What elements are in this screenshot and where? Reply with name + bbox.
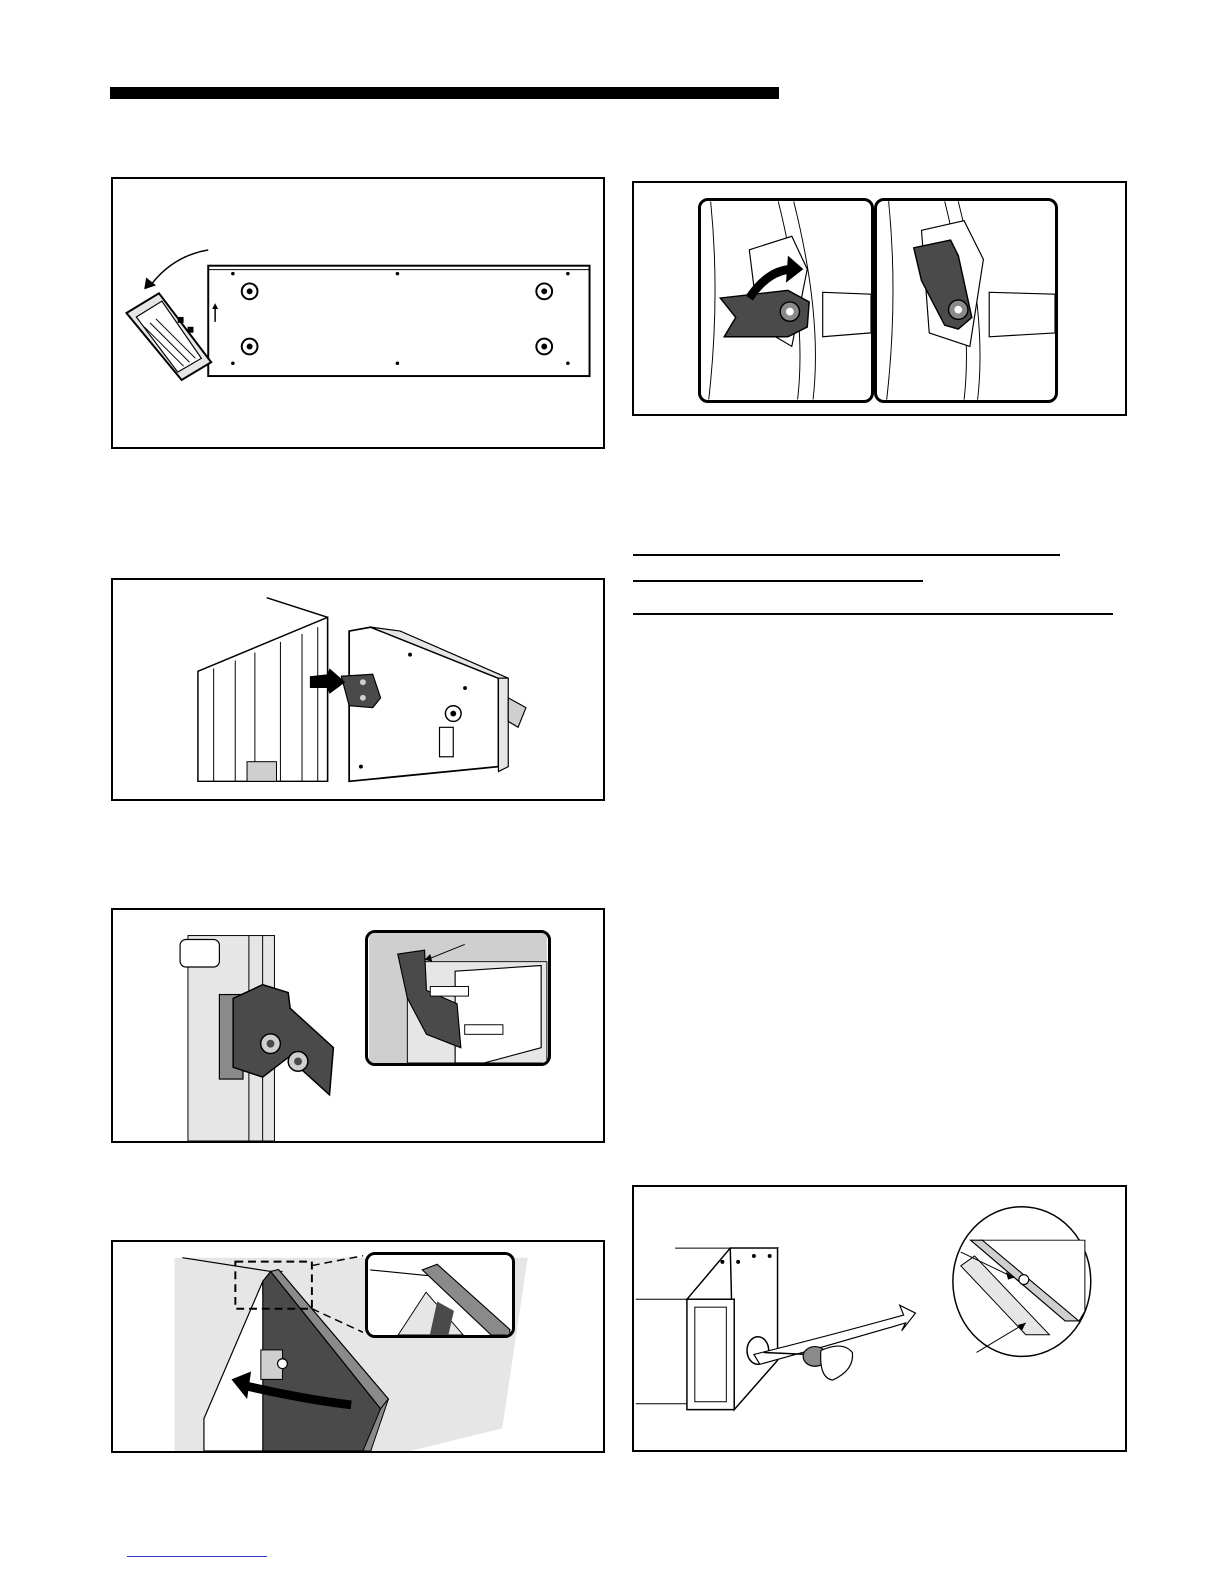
latch-before-inset	[698, 198, 874, 403]
rotate-panel-illustration	[113, 179, 603, 447]
footer-link-underline[interactable]	[127, 1556, 267, 1557]
latch-after-inset	[874, 198, 1058, 403]
drill-hole-illustration	[634, 1187, 1125, 1450]
door-corner-inset-icon	[368, 1255, 512, 1335]
rule-line-1	[633, 554, 1060, 556]
figure-drill-hole	[632, 1185, 1127, 1452]
figure-bracket-insert	[111, 578, 605, 801]
figure-rotate-panel	[111, 177, 605, 449]
door-swing-illustration	[113, 1242, 603, 1451]
rule-line-2	[633, 580, 923, 582]
latch-before-icon	[701, 201, 871, 400]
figure-bracket-detail	[111, 908, 605, 1143]
figure-latch-rotate	[632, 181, 1127, 416]
latch-after-icon	[877, 201, 1055, 400]
figure-door-swing	[111, 1240, 605, 1453]
rule-line-3	[633, 613, 1113, 615]
door-swing-inset	[365, 1252, 515, 1338]
bracket-inset-icon	[368, 933, 548, 1063]
section-header-bar	[110, 87, 779, 99]
bracket-insert-illustration	[113, 580, 603, 799]
bracket-detail-inset	[365, 930, 551, 1066]
